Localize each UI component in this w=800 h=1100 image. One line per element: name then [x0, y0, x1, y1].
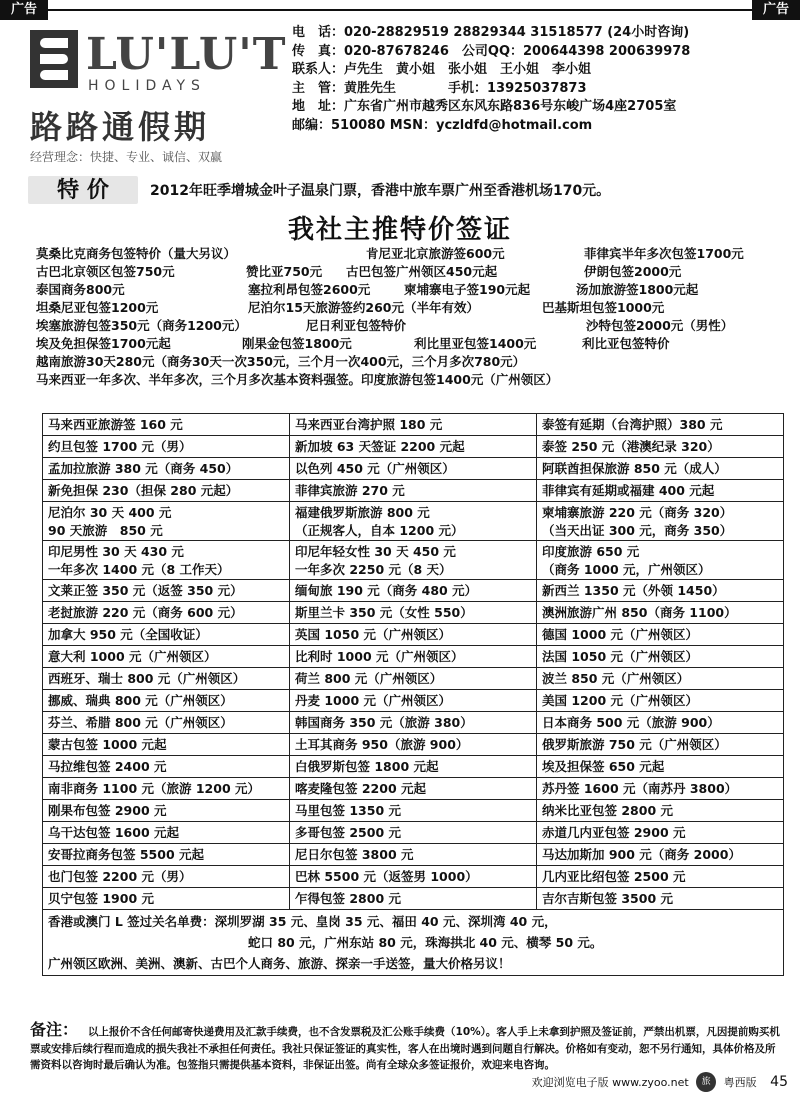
table-cell — [537, 756, 784, 778]
table-cell — [290, 414, 537, 436]
visa-offer: 赞比亚750元 — [246, 264, 323, 279]
visa-price: 澳洲旅游广州 850（商务 1100） — [542, 605, 737, 620]
visa-price: 孟加拉旅游 380 元（商务 450） — [48, 461, 239, 476]
visa-price: 埃及担保签 650 元起 — [542, 759, 665, 774]
business-motto: 经营理念：快捷、专业、诚信、双赢 — [30, 150, 223, 164]
visa-price: 南非商务 1100 元（旅游 1200 元） — [48, 781, 260, 796]
page-footer — [532, 1072, 788, 1096]
contact-info — [292, 24, 792, 136]
visa-price: 贝宁包签 1900 元 — [48, 891, 154, 906]
visa-price: 以色列 450 元（广州领区） — [295, 461, 455, 476]
table-row — [43, 436, 784, 458]
table-cell — [43, 541, 290, 580]
footer-edition: 粤西版 — [723, 1076, 757, 1089]
visa-price: 文莱正签 350 元（返签 350 元） — [48, 583, 243, 598]
table-cell — [537, 602, 784, 624]
visa-price: 一年多次 2250 元（8 天） — [295, 562, 452, 577]
visa-price: 几内亚比绍包签 2500 元 — [542, 869, 686, 884]
table-cell — [43, 800, 290, 822]
table-cell — [290, 690, 537, 712]
visa-price: 老挝旅游 220 元（商务 600 元） — [48, 605, 243, 620]
table-cell — [290, 624, 537, 646]
table-cell — [290, 502, 537, 541]
visa-line-row — [36, 280, 776, 298]
visa-price: 挪威、瑞典 800 元（广州领区） — [48, 693, 233, 708]
visa-price: 加拿大 950 元（全国收证） — [48, 627, 208, 642]
visa-price-table — [42, 413, 784, 976]
visa-price: 荷兰 800 元（广州领区） — [295, 671, 443, 686]
ad-tag-right: 广告 — [752, 0, 800, 20]
contact-mail: 邮编：510080 MSN：yczldfd@hotmail.com — [292, 117, 593, 133]
visa-price: 新西兰 1350 元（外领 1450） — [542, 583, 725, 598]
table-cell — [43, 866, 290, 888]
visa-price: 也门包签 2200 元（男） — [48, 869, 192, 884]
table-cell — [537, 580, 784, 602]
table-cell — [43, 602, 290, 624]
visa-price: 土耳其商务 950（旅游 900） — [295, 737, 469, 752]
visa-offer: 菲律宾半年多次包签1700元 — [584, 246, 744, 261]
table-cell — [43, 480, 290, 502]
table-row — [43, 756, 784, 778]
special-offer — [28, 176, 788, 206]
logo-brand: LU'LU'T — [86, 29, 287, 80]
visa-offer: 刚果金包签1800元 — [242, 336, 352, 351]
visa-price: 波兰 850 元（广州领区） — [542, 671, 690, 686]
visa-price: 英国 1050 元（广州领区） — [295, 627, 451, 642]
table-cell — [290, 436, 537, 458]
hk-macau-fee-cell — [43, 910, 784, 976]
logo-s-icon — [30, 30, 78, 88]
visa-price: 巴林 5500 元（返签男 1000） — [295, 869, 478, 884]
visa-price: 吉尔吉斯包签 3500 元 — [542, 891, 673, 906]
special-text: 2012年旺季增城金叶子温泉门票，香港中旅车票广州至香港机场170元。 — [150, 183, 611, 199]
visa-price: 白俄罗斯包签 1800 元起 — [295, 759, 439, 774]
visa-price: 尼泊尔 30 天 400 元 — [48, 505, 172, 520]
contact-manager: 主 管：黄胜先生 手机：13925037873 — [292, 80, 587, 96]
table-row — [43, 668, 784, 690]
table-cell — [537, 888, 784, 910]
table-row — [43, 458, 784, 480]
table-cell — [43, 668, 290, 690]
table-cell — [290, 734, 537, 756]
table-cell — [290, 480, 537, 502]
visa-offer: 莫桑比克商务包签特价（量大另议） — [36, 246, 237, 261]
visa-offer: 埃塞旅游包签350元（商务1200元） — [36, 318, 247, 333]
visa-price: 蒙古包签 1000 元起 — [48, 737, 167, 752]
visa-price: 乍得包签 2800 元 — [295, 891, 401, 906]
table-cell — [290, 844, 537, 866]
visa-offer: 巴基斯坦包签1000元 — [542, 300, 665, 315]
visa-price: 马达加斯加 900 元（商务 2000） — [542, 847, 741, 862]
table-row — [43, 712, 784, 734]
table-row — [43, 822, 784, 844]
table-row — [43, 502, 784, 541]
contact-address: 地 址：广东省广州市越秀区东风东路836号东峻广场4座2705室 — [292, 99, 677, 115]
visa-offer: 尼泊尔15天旅游签约260元（半年有效） — [248, 300, 479, 315]
table-cell — [537, 844, 784, 866]
table-cell — [290, 580, 537, 602]
visa-price: 泰签有延期（台湾护照）380 元 — [542, 417, 723, 432]
visa-offer: 利比里亚包签1400元 — [414, 336, 537, 351]
visa-price: 美国 1200 元（广州领区） — [542, 693, 698, 708]
visa-line-row — [36, 370, 776, 388]
visa-price: 印尼年轻女性 30 天 450 元 — [295, 544, 456, 559]
visa-price: 多哥包签 2500 元 — [295, 825, 401, 840]
table-cell — [290, 756, 537, 778]
visa-offer: 尼日利亚包签特价 — [306, 318, 407, 333]
table-cell — [43, 624, 290, 646]
table-cell — [43, 502, 290, 541]
ad-header-bar — [0, 0, 800, 20]
table-cell — [537, 778, 784, 800]
visa-price: 新免担保 230（担保 280 元起） — [48, 483, 239, 498]
notes-label: 备注： — [30, 1020, 79, 1039]
table-cell — [537, 668, 784, 690]
visa-offer: 古巴北京领区包签750元 — [36, 264, 175, 279]
table-cell — [290, 800, 537, 822]
visa-price: 西班牙、瑞士 800 元（广州领区） — [48, 671, 246, 686]
table-cell — [290, 778, 537, 800]
table-row — [43, 734, 784, 756]
company-logo — [30, 29, 287, 170]
table-cell — [43, 436, 290, 458]
visa-price: 泰签 250 元（港澳纪录 320） — [542, 439, 720, 454]
featured-visa-list — [36, 244, 776, 388]
visa-offer: 马来西亚一年多次、半年多次，三个月多次基本资料强签。印度旅游包签1400元（广州领区） — [36, 372, 559, 387]
table-cell — [537, 734, 784, 756]
visa-price: 斯里兰卡 350 元（女性 550） — [295, 605, 473, 620]
visa-price: （正规客人，自本 1200 元） — [295, 523, 464, 538]
table-cell — [290, 822, 537, 844]
visa-price: 柬埔寨旅游 220 元（商务 320） — [542, 505, 733, 520]
table-cell — [43, 690, 290, 712]
visa-line-row — [36, 298, 776, 316]
table-cell — [43, 734, 290, 756]
visa-offer: 坦桑尼亚包签1200元 — [36, 300, 159, 315]
table-cell — [537, 502, 784, 541]
ad-tag-left: 广告 — [0, 0, 48, 20]
table-cell — [290, 888, 537, 910]
table-cell — [43, 822, 290, 844]
table-row — [43, 778, 784, 800]
visa-offer: 古巴包签广州领区450元起 — [346, 264, 498, 279]
table-cell — [43, 580, 290, 602]
table-cell — [290, 646, 537, 668]
table-cell — [537, 800, 784, 822]
table-cell — [43, 646, 290, 668]
visa-price: 意大利 1000 元（广州领区） — [48, 649, 217, 664]
visa-price: 丹麦 1000 元（广州领区） — [295, 693, 451, 708]
table-row — [43, 646, 784, 668]
visa-price: 德国 1000 元（广州领区） — [542, 627, 698, 642]
table-cell — [43, 458, 290, 480]
table-row — [43, 800, 784, 822]
table-cell — [43, 414, 290, 436]
visa-line-row — [36, 244, 776, 262]
logo-chinese-name: 路路通假期 — [30, 108, 211, 146]
ad-bar-line — [48, 9, 752, 11]
guangzhou-note: 广州领区欧洲、美洲、澳新、古巴个人商务、旅游、探亲一手送签，量大价格另议！ — [48, 956, 511, 971]
visa-line-row — [36, 316, 776, 334]
visa-offer: 肯尼亚北京旅游签600元 — [366, 246, 505, 261]
table-cell — [537, 646, 784, 668]
table-cell — [537, 458, 784, 480]
table-row — [43, 866, 784, 888]
notes-section — [30, 1022, 782, 1074]
table-cell — [290, 458, 537, 480]
visa-price: 法国 1050 元（广州领区） — [542, 649, 698, 664]
table-cell — [43, 888, 290, 910]
hk-fee-line-1: 香港或澳门 L 签过关名单费：深圳罗湖 35 元、皇岗 35 元、福田 40 元、深圳湾 40 元， — [48, 914, 557, 929]
visa-price: 乌干达包签 1600 元起 — [48, 825, 179, 840]
contact-fax: 传 真：020-87678246 公司QQ：200644398 200639978 — [292, 43, 691, 59]
publication-logo-icon: 旅 — [696, 1072, 716, 1092]
logo-holidays: HOLIDAYS — [88, 78, 206, 94]
visa-price: 马来西亚旅游签 160 元 — [48, 417, 183, 432]
table-cell — [290, 712, 537, 734]
table-cell — [43, 844, 290, 866]
table-cell — [290, 541, 537, 580]
visa-price: 安哥拉商务包签 5500 元起 — [48, 847, 204, 862]
table-cell — [537, 690, 784, 712]
contact-people: 联系人：卢先生 黄小姐 张小姐 王小姐 李小姐 — [292, 62, 592, 78]
table-row — [43, 624, 784, 646]
visa-price: 日本商务 500 元（旅游 900） — [542, 715, 720, 730]
table-cell — [43, 778, 290, 800]
footer-text: 欢迎浏览电子版 www.zyoo.net — [531, 1076, 689, 1089]
visa-price: 菲律宾有延期或福建 400 元起 — [542, 483, 715, 498]
visa-price: 新加坡 63 天签证 2200 元起 — [295, 439, 465, 454]
table-row — [43, 910, 784, 976]
table-cell — [537, 436, 784, 458]
visa-offer: 埃及免担保签1700元起 — [36, 336, 171, 351]
visa-price: 菲律宾旅游 270 元 — [295, 483, 405, 498]
table-cell — [537, 541, 784, 580]
table-row — [43, 844, 784, 866]
visa-price: 印尼男性 30 天 430 元 — [48, 544, 184, 559]
visa-line-row — [36, 352, 776, 370]
visa-offer: 汤加旅游签1800元起 — [576, 282, 699, 297]
visa-price: 阿联酋担保旅游 850 元（成人） — [542, 461, 727, 476]
visa-price: 喀麦隆包签 2200 元起 — [295, 781, 426, 796]
table-row — [43, 414, 784, 436]
table-cell — [290, 866, 537, 888]
table-cell — [537, 822, 784, 844]
visa-offer: 塞拉利昂包签2600元 — [248, 282, 371, 297]
contact-phone: 电 话：020-28829519 28829344 31518577 (24小时咨询) — [292, 25, 690, 40]
visa-price: 尼日尔包签 3800 元 — [295, 847, 414, 862]
table-row — [43, 480, 784, 502]
visa-price: 韩国商务 350 元（旅游 380） — [295, 715, 473, 730]
visa-price: 约旦包签 1700 元（男） — [48, 439, 192, 454]
hk-fee-line-2: 蛇口 80 元，广州东站 80 元，珠海拱北 40 元、横琴 50 元。 — [248, 935, 603, 950]
visa-offer: 柬埔寨电子签190元起 — [404, 282, 531, 297]
visa-price: 马来西亚台湾护照 180 元 — [295, 417, 443, 432]
table-cell — [537, 712, 784, 734]
visa-offer: 伊朗包签2000元 — [584, 264, 682, 279]
visa-price: 俄罗斯旅游 750 元（广州领区） — [542, 737, 727, 752]
table-cell — [537, 480, 784, 502]
visa-offer: 利比亚包签特价 — [582, 336, 670, 351]
table-row — [43, 690, 784, 712]
visa-price: （当天出证 300 元，商务 350） — [542, 523, 733, 538]
section-title: 我社主推特价签证 — [287, 215, 512, 245]
visa-offer: 沙特包签2000元（男性） — [586, 318, 734, 333]
visa-price: 一年多次 1400 元（8 工作天） — [48, 562, 230, 577]
visa-price: 芬兰、希腊 800 元（广州领区） — [48, 715, 233, 730]
notes-text: 以上报价不含任何邮寄快递费用及汇款手续费，也不含发票税及汇公账手续费（10%）。客人手上未拿到护照及签证前，严禁出机票，凡因提前购买机票或安排后续行程而造成的损失我社不承担任何责任。我社只保证签证的真实性，客人在出境时遇到问题自行解决。价格如有变动，恕不另行通知，具体价格及所需资料以咨询时最后确认为准。包签指只需提供基本资料，非保证出签。尚有全球众多签证报价，欢迎来电咨询。 — [30, 1026, 780, 1071]
visa-price: 马拉维包签 2400 元 — [48, 759, 167, 774]
special-label: 特 价 — [28, 176, 138, 204]
visa-offer: 越南旅游30天280元（商务30天一次350元，三个月一次400元，三个月多次780元） — [36, 354, 526, 369]
table-cell — [537, 414, 784, 436]
table-cell — [43, 712, 290, 734]
table-cell — [290, 602, 537, 624]
visa-price: 赤道几内亚包签 2900 元 — [542, 825, 686, 840]
visa-price: 马里包签 1350 元 — [295, 803, 401, 818]
visa-price: 刚果布包签 2900 元 — [48, 803, 167, 818]
visa-price: （商务 1000 元，广州领区） — [542, 562, 711, 577]
visa-line-row — [36, 262, 776, 280]
visa-price: 缅甸旅 190 元（商务 480 元） — [295, 583, 478, 598]
table-cell — [43, 756, 290, 778]
visa-price: 印度旅游 650 元 — [542, 544, 640, 559]
visa-price: 纳米比亚包签 2800 元 — [542, 803, 673, 818]
table-row — [43, 888, 784, 910]
table-row — [43, 580, 784, 602]
visa-price: 比利时 1000 元（广州领区） — [295, 649, 464, 664]
visa-offer: 泰国商务800元 — [36, 282, 125, 297]
table-row — [43, 602, 784, 624]
visa-price: 苏丹签 1600 元（南苏丹 3800） — [542, 781, 738, 796]
visa-price: 90 天旅游 850 元 — [48, 523, 163, 538]
visa-line-row — [36, 334, 776, 352]
table-cell — [290, 668, 537, 690]
table-row — [43, 541, 784, 580]
page-number: 45 — [770, 1074, 788, 1090]
visa-price: 福建俄罗斯旅游 800 元 — [295, 505, 430, 520]
table-cell — [537, 624, 784, 646]
table-cell — [537, 866, 784, 888]
